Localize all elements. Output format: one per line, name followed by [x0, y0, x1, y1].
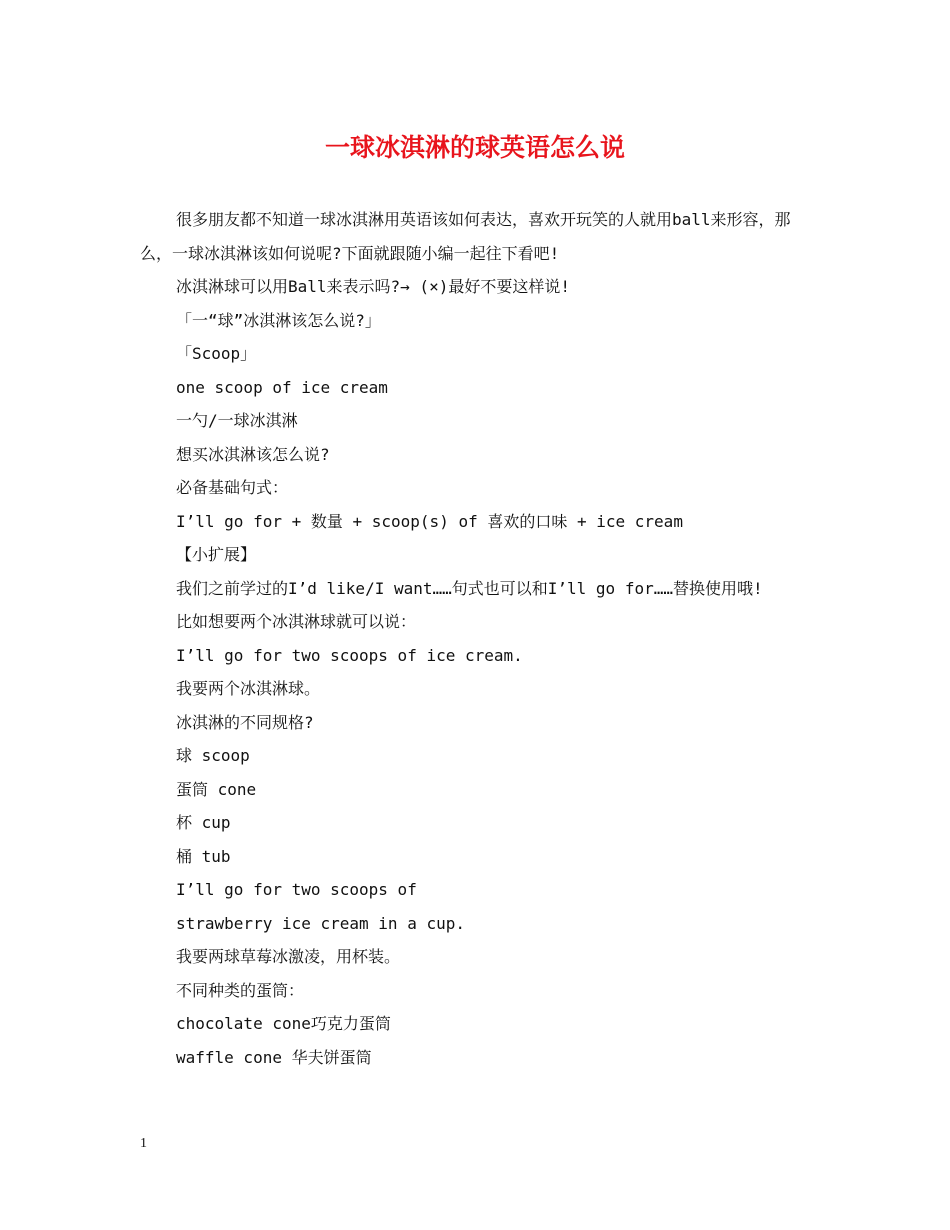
- paragraph: 桶 tub: [176, 846, 231, 866]
- document-body: [140, 203, 812, 1074]
- paragraph: strawberry ice cream in a cup.: [176, 913, 465, 933]
- paragraph: 球 scoop: [176, 746, 250, 765]
- page-number: 1: [140, 1136, 147, 1151]
- paragraph: 杯 cup: [176, 813, 231, 832]
- paragraph: 比如想要两个冰淇淋球就可以说：: [176, 612, 417, 631]
- paragraph: 我要两球草莓冰激凌，用杯装。: [176, 947, 401, 966]
- paragraph: 「Scoop」: [176, 344, 257, 363]
- paragraph: 冰淇淋球可以用Ball来表示吗?→ (×)最好不要这样说!: [176, 277, 570, 296]
- paragraph: 一勺/一球冰淇淋: [176, 411, 298, 430]
- paragraph: one scoop of ice cream: [176, 377, 388, 397]
- paragraph: 必备基础句式：: [176, 478, 289, 497]
- paragraph: 很多朋友都不知道一球冰淇淋用英语该如何表达，喜欢开玩笑的人就用ball来形容，那么，一球冰淇淋该如何说呢?下面就跟随小编一起往下看吧!: [140, 210, 791, 263]
- paragraph: 我要两个冰淇淋球。: [176, 679, 321, 698]
- paragraph: I’ll go for two scoops of: [176, 880, 417, 899]
- paragraph: 冰淇淋的不同规格?: [176, 712, 314, 732]
- paragraph: waffle cone 华夫饼蛋筒: [176, 1047, 372, 1067]
- paragraph: 蛋筒 cone: [176, 779, 257, 799]
- page-title: 一球冰淇淋的球英语怎么说: [324, 133, 625, 162]
- paragraph: 【小扩展】: [176, 545, 257, 564]
- paragraph: I’ll go for two scoops of ice cream.: [176, 645, 523, 665]
- paragraph: 我们之前学过的I’d like/I want……句式也可以和I’ll go for……替换使用哦!: [176, 578, 763, 598]
- paragraph: 「一“球”冰淇淋该怎么说?」: [176, 310, 381, 330]
- paragraph: chocolate cone巧克力蛋筒: [176, 1014, 391, 1033]
- paragraph: 想买冰淇淋该怎么说?: [176, 444, 330, 464]
- paragraph: I’ll go for + 数量 + scoop(s) of 喜欢的口味 + ice cream: [176, 511, 683, 531]
- paragraph: 不同种类的蛋筒：: [176, 980, 305, 1000]
